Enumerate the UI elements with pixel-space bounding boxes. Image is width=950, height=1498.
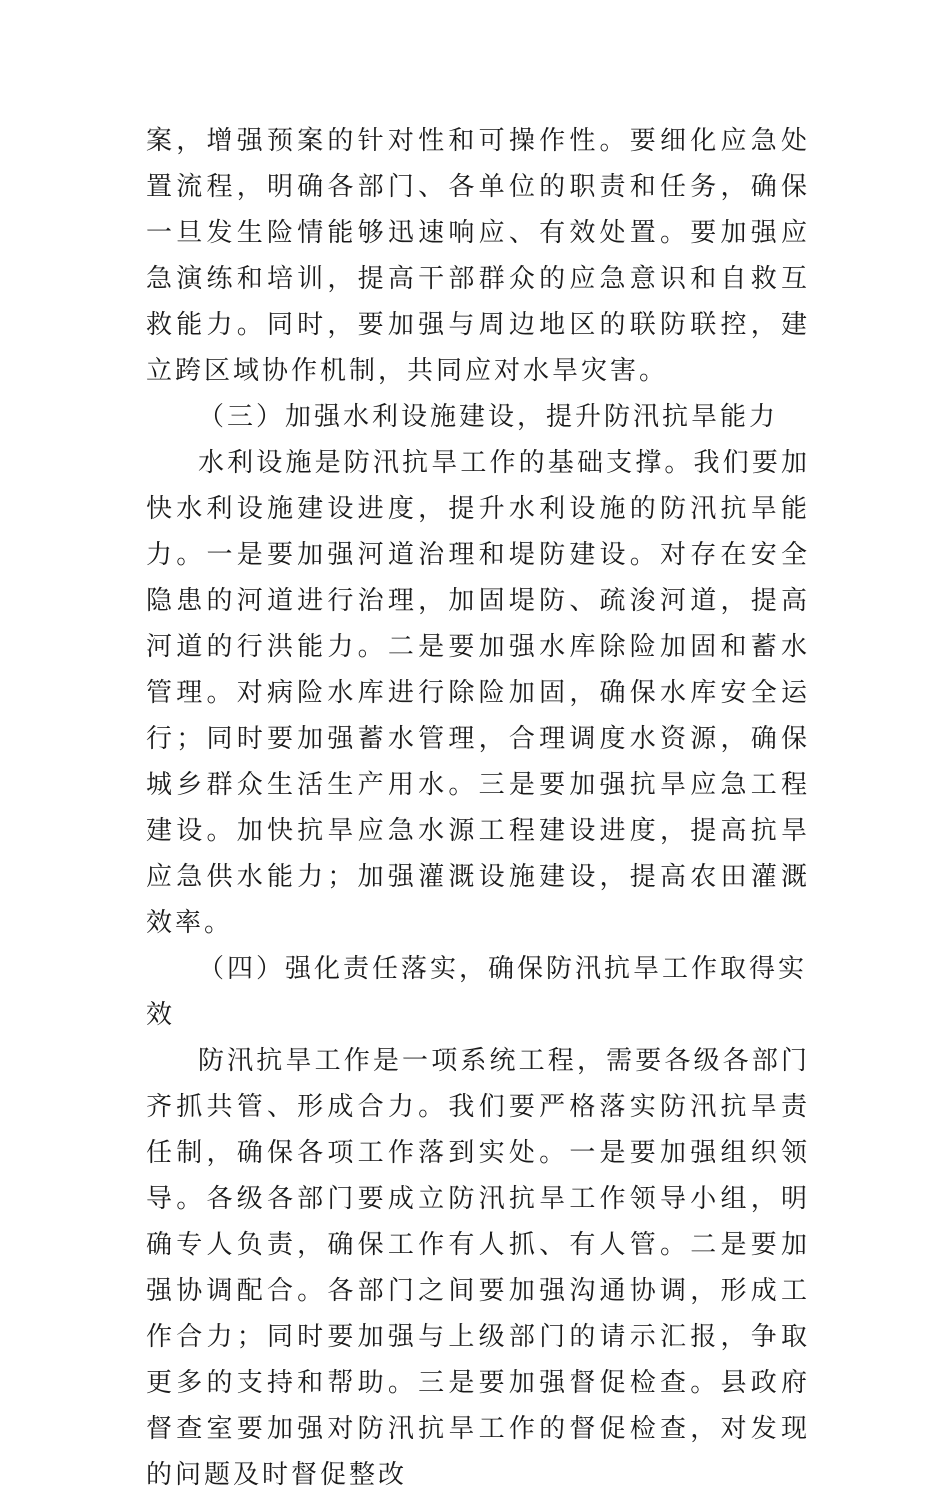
section-three-body: 水利设施是防汛抗旱工作的基础支撑。我们要加快水利设施建设进度，提升水利设施的防汛抗旱能力。一是要加强河道治理和堤防建设。对存在安全隐患的河道进行治理，加固堤防、疏浚河道，提高河道的行洪能力。二是要加强水库除险加固和蓄水管理。对病险水库进行除险加固，确保水库安全运行；同时要加强蓄水管理，合理调度水资源，确保城乡群众生活生产用水。三是要加强抗旱应急工程建设。加快抗旱应急水源工程建设进度，提高抗旱应急供水能力；加强灌溉设施建设，提高农田灌溉效率。: [146, 448, 810, 938]
paragraph-continued: 案，增强预案的针对性和可操作性。要细化应急处置流程，明确各部门、各单位的职责和任务，确保一旦发生险情能够迅速响应、有效处置。要加强应急演练和培训，提高干部群众的应急意识和自救互救能力。同时，要加强与周边地区的联防联控，建立跨区域协作机制，共同应对水旱灾害。: [146, 126, 810, 386]
section-three-heading: （三）加强水利设施建设，提升防汛抗旱能力: [198, 402, 779, 432]
section-four-heading: （四）强化责任落实，确保防汛抗旱工作取得实效: [146, 954, 808, 1030]
section-four-body: 防汛抗旱工作是一项系统工程，需要各级各部门齐抓共管、形成合力。我们要严格落实防汛抗旱责任制，确保各项工作落到实处。一是要加强组织领导。各级各部门要成立防汛抗旱工作领导小组，明确专人负责，确保工作有人抓、有人管。二是要加强协调配合。各部门之间要加强沟通协调，形成工作合力；同时要加强与上级部门的请示汇报，争取更多的支持和帮助。三是要加强督促检查。县政府督查室要加强对防汛抗旱工作的督促检查，对发现的问题及时督促整改: [146, 1046, 810, 1490]
document-body: [146, 118, 810, 1498]
